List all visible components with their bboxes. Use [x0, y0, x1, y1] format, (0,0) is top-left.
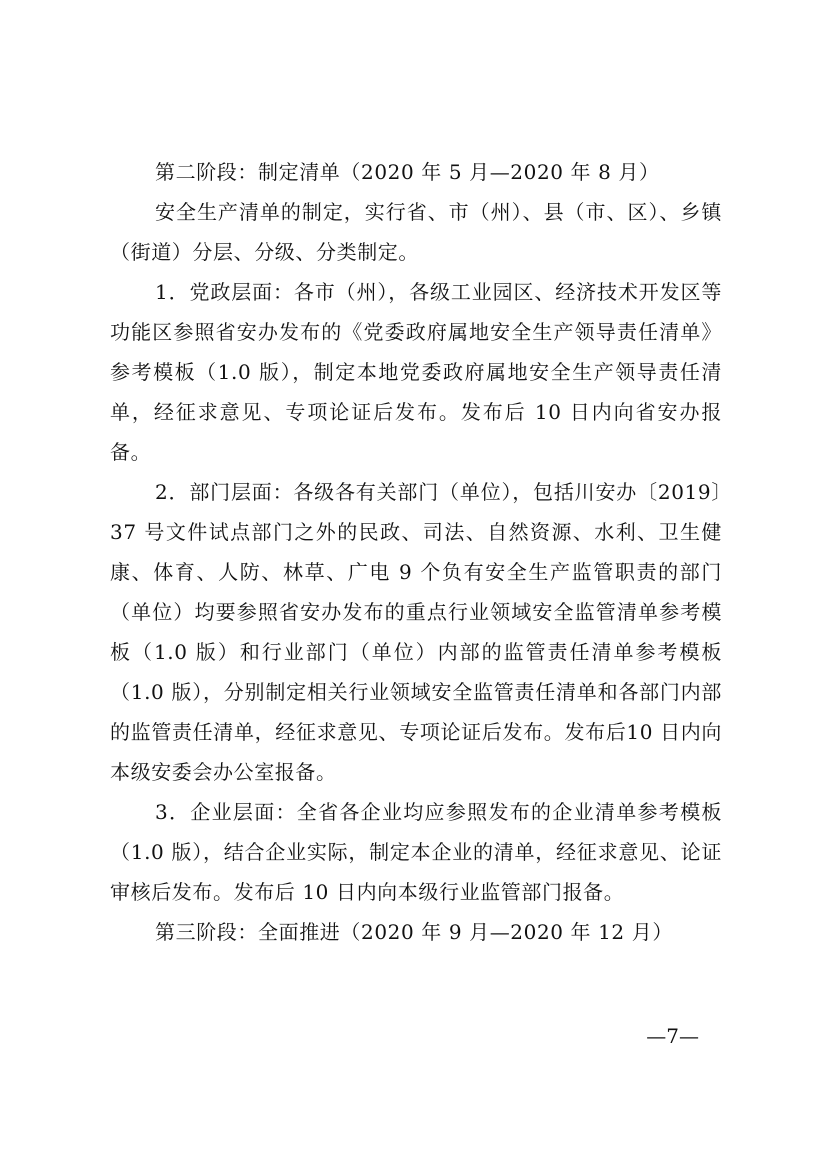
paragraph-enterprises: 3．企业层面：全省各企业均应参照发布的企业清单参考模板（1.0 版），结合企业实际，制定本企业的清单，经征求意见、论证审核后发布。发布后 10 日内向本级行业监管部门报备。: [110, 800, 722, 904]
stage-two-heading: 第二阶段：制定清单（2020 年 5 月—2020 年 8 月）: [155, 160, 660, 184]
paragraph-party-government: 1．党政层面：各市（州），各级工业园区、经济技术开发区等功能区参照省安办发布的《党委政府属地安全生产领导责任清单》参考模板（1.0 版），制定本地党委政府属地安全生产领导责任清单，经征求意见、专项论证后发布。发布后 10 日内向省安办报备。: [110, 280, 722, 464]
page-number: —7—: [646, 1024, 699, 1048]
paragraph-intro: 安全生产清单的制定，实行省、市（州）、县（市、区）、乡镇（街道）分层、分级、分类制定。: [110, 200, 722, 264]
stage-three-heading: 第三阶段：全面推进（2020 年 9 月—2020 年 12 月）: [155, 920, 673, 944]
document-body: [110, 152, 722, 952]
paragraph-departments: 2．部门层面：各级各有关部门（单位），包括川安办〔2019〕37 号文件试点部门之外的民政、司法、自然资源、水利、卫生健康、体育、人防、林草、广电 9 个负有安全生产监管职责的部门（单位）均要参照省安办发布的重点行业领域安全监管清单参考模板（1.0 版）和行业部门（单位）内部的监管责任清单参考模板（1.0 版），分别制定相关行业领域安全监管责任清单和各部门内部的监管责任清单，经征求意见、专项论证后发布。发布后10 日内向本级安委会办公室报备。: [110, 480, 722, 784]
